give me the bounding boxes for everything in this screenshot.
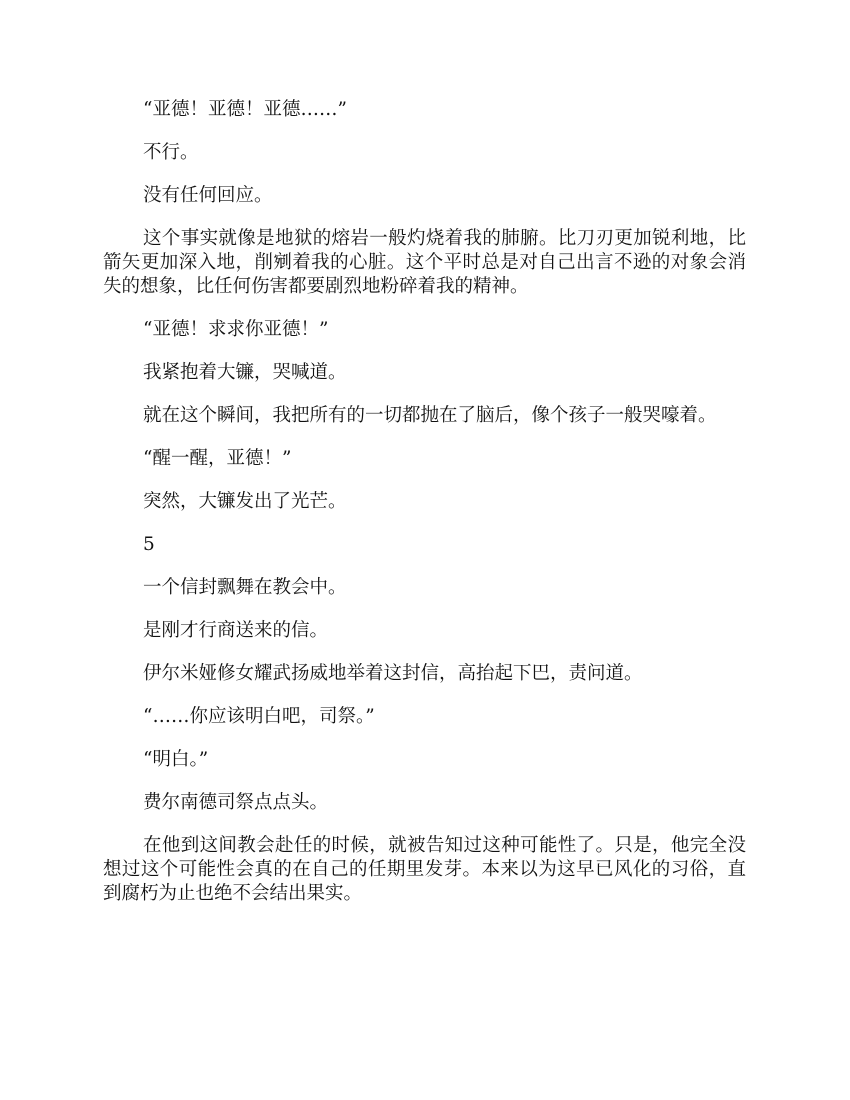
dialogue-paragraph: “醒一醒，亚德！” — [143, 448, 292, 469]
narration-paragraph: 费尔南德司祭点点头。 — [143, 792, 329, 813]
narration-paragraph: 在他到这间教会赴任的时候，就被告知过这种可能性了。只是，他完全没想过这个可能性会真的在自己的任期里发芽。本来以为这早已风化的习俗，直到腐朽为止也绝不会结出果实。 — [103, 835, 746, 904]
document-page — [103, 98, 746, 925]
narration-paragraph: 伊尔米娅修女耀武扬威地举着这封信，高抬起下巴，责问道。 — [143, 663, 643, 684]
dialogue-paragraph: “亚德！求求你亚德！” — [143, 319, 329, 340]
narration-paragraph: 我紧抱着大镰，哭喊道。 — [143, 362, 347, 383]
dialogue-paragraph: “……你应该明白吧，司祭。” — [143, 706, 375, 727]
narration-paragraph: 不行。 — [143, 142, 199, 163]
narration-paragraph: 这个事实就像是地狱的熔岩一般灼烧着我的肺腑。比刀刃更加锐利地，比箭矢更加深入地，削剜着我的心脏。这个平时总是对自己出言不逊的对象会消失的想象，比任何伤害都要剧烈地粉碎着我的精神。 — [103, 228, 746, 297]
dialogue-paragraph: “亚德！亚德！亚德……” — [143, 99, 347, 120]
dialogue-paragraph: “明白。” — [143, 749, 209, 770]
section-number: 5 — [143, 534, 155, 555]
narration-paragraph: 没有任何回应。 — [143, 185, 273, 206]
narration-paragraph: 是刚才行商送来的信。 — [143, 620, 329, 641]
narration-paragraph: 就在这个瞬间，我把所有的一切都抛在了脑后，像个孩子一般哭嚎着。 — [143, 405, 717, 426]
narration-paragraph: 一个信封飘舞在教会中。 — [143, 577, 347, 598]
narration-paragraph: 突然，大镰发出了光芒。 — [143, 491, 347, 512]
